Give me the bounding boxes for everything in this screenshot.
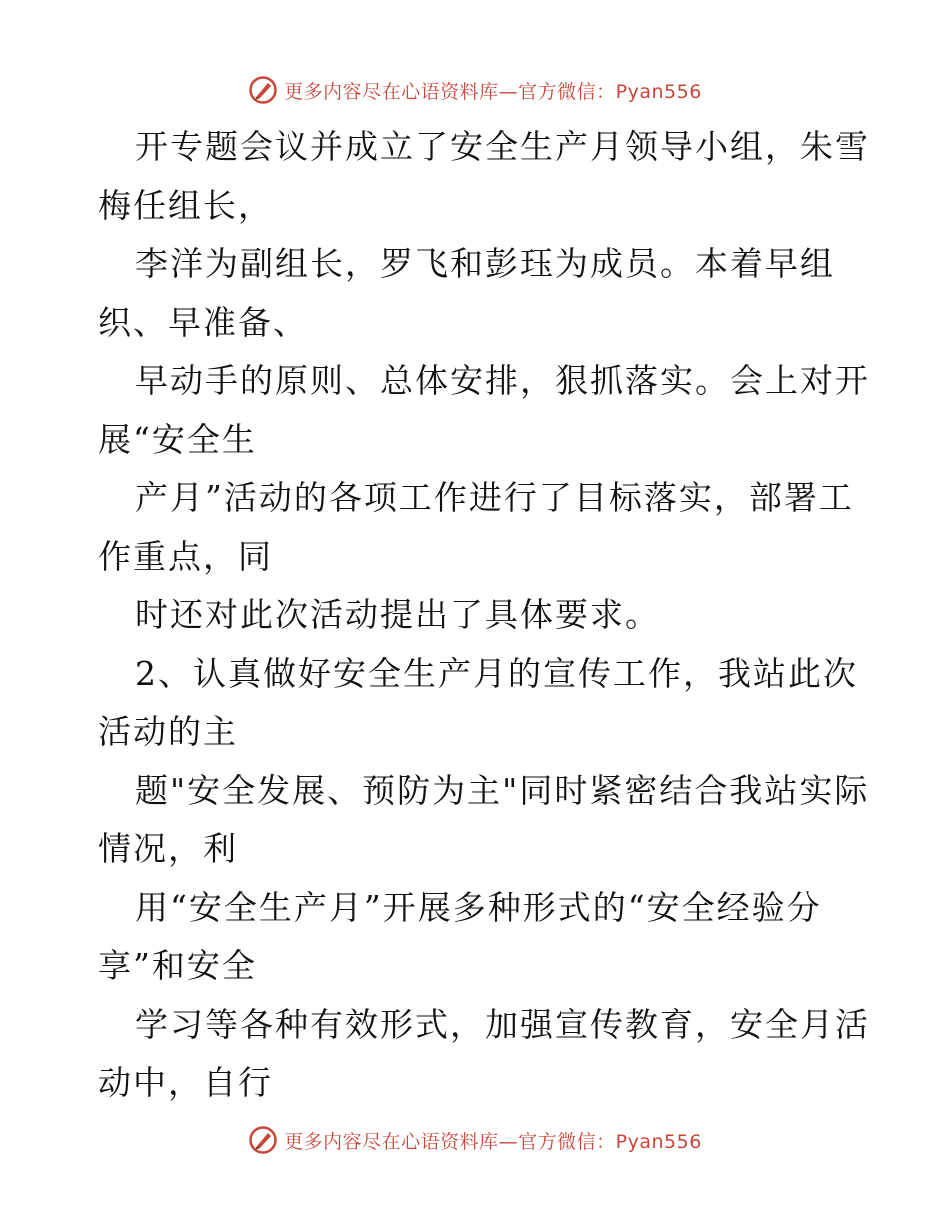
body-line: 2、认真做好安全生产月的宣传工作，我站此次 (135, 653, 858, 693)
body-line: 早动手的原则、总体安排，狠抓落实。会上对开 (135, 361, 870, 400)
body-line: 享”和安全 (98, 946, 257, 985)
body-line: 织、早准备、 (98, 302, 308, 342)
body-line: 开专题会议并成立了安全生产月领导小组，朱雪 (135, 127, 870, 166)
body-line: 学习等各种有效形式，加强宣传教育，安全月活 (135, 1004, 870, 1044)
header-banner (0, 70, 950, 110)
body-line: 作重点，同 (98, 536, 273, 576)
body-line: 题"安全发展、预防为主"同时紧密结合我站实际 (135, 770, 870, 810)
document-body (98, 118, 870, 1113)
header-banner-text: 更多内容尽在心语资料库—官方微信：Pyan556 (284, 80, 702, 103)
body-line: 情况，利 (98, 829, 238, 868)
pen-quill-logo-icon (248, 75, 278, 105)
body-line: 展“安全生 (98, 419, 257, 459)
footer-banner-text: 更多内容尽在心语资料库—官方微信：Pyan556 (284, 1130, 702, 1153)
body-line: 梅任组长， (98, 185, 273, 225)
footer-banner (0, 1120, 950, 1160)
body-line: 产月”活动的各项工作进行了目标落实，部署工 (135, 478, 854, 517)
pen-quill-logo-icon (248, 1125, 278, 1155)
body-line: 活动的主 (98, 712, 238, 751)
body-line: 李洋为副组长，罗飞和彭珏为成员。本着早组 (135, 244, 835, 283)
body-line: 时还对此次活动提出了具体要求。 (135, 595, 660, 634)
body-line: 动中，自行 (98, 1063, 273, 1102)
body-line: 用“安全生产月”开展多种形式的“安全经验分 (135, 887, 822, 927)
